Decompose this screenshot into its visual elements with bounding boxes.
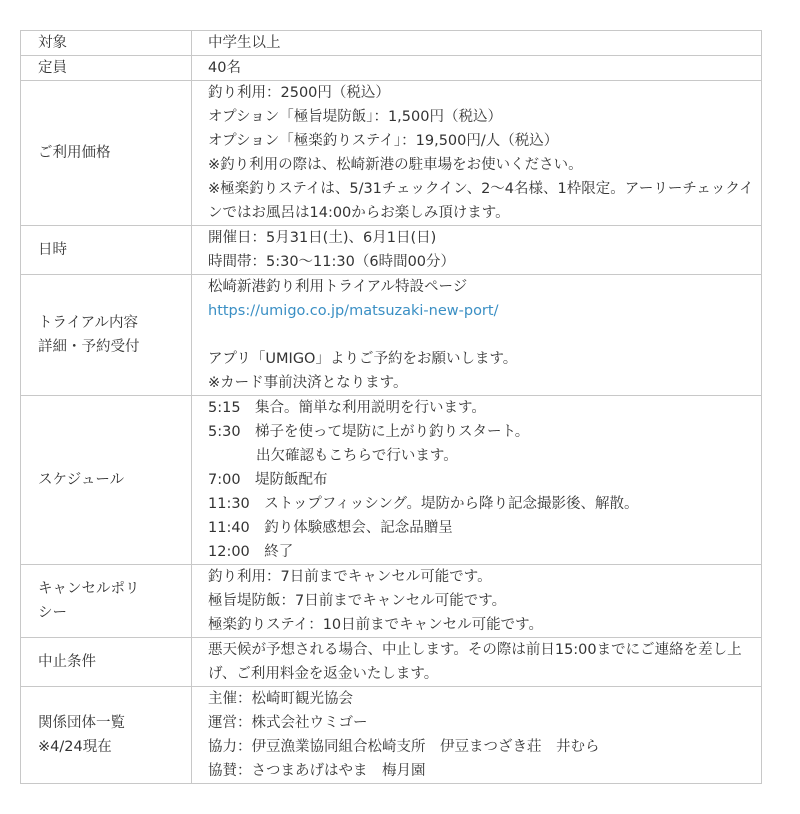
value-line: 5:15 集合。簡単な利用説明を行います。 bbox=[208, 400, 486, 416]
row-label bbox=[21, 396, 192, 565]
label-line: 詳細・予約受付 bbox=[38, 339, 140, 355]
row-value bbox=[192, 687, 762, 784]
row-label bbox=[21, 687, 192, 784]
row-schedule bbox=[21, 396, 762, 565]
row-value bbox=[192, 56, 762, 81]
row-organizations bbox=[21, 687, 762, 784]
value-line: 釣り利用：7日前までキャンセル可能です。 bbox=[208, 569, 492, 585]
row-cancel-policy bbox=[21, 565, 762, 638]
value-line: 時間帯：5:30〜11:30（6時間00分） bbox=[208, 254, 456, 270]
value-line: 松崎新港釣り利用トライアル特設ページ bbox=[208, 279, 468, 295]
value-line: 運営：株式会社ウミゴー bbox=[208, 715, 368, 731]
row-trial-details bbox=[21, 275, 762, 396]
value-line: 40名 bbox=[208, 60, 241, 76]
row-label bbox=[21, 226, 192, 275]
label-line: シー bbox=[38, 605, 67, 621]
value-line: 悪天候が予想される場合、中止します。その際は前日15:00までにご連絡を差し上げ、ご利用料金を返金いたします。 bbox=[208, 642, 742, 682]
row-value bbox=[192, 638, 762, 687]
blank-line bbox=[208, 323, 755, 347]
value-line: 中学生以上 bbox=[208, 35, 281, 51]
row-label bbox=[21, 565, 192, 638]
label-line: ご利用価格 bbox=[38, 145, 111, 161]
value-line: オプション「極旨堤防飯」：1,500円（税込） bbox=[208, 109, 502, 125]
row-price bbox=[21, 81, 762, 226]
label-line: 定員 bbox=[38, 60, 67, 76]
label-line: 日時 bbox=[38, 242, 67, 258]
label-line: ※4/24現在 bbox=[38, 739, 112, 755]
value-line: 5:30 梯子を使って堤防に上がり釣りスタート。 bbox=[208, 424, 530, 440]
value-line: 釣り利用：2500円（税込） bbox=[208, 85, 390, 101]
row-value bbox=[192, 396, 762, 565]
special-page-link[interactable]: https://umigo.co.jp/matsuzaki-new-port/ bbox=[208, 303, 499, 319]
label-line: スケジュール bbox=[38, 472, 125, 488]
row-cancellation-conditions bbox=[21, 638, 762, 687]
value-line: 主催：松崎町観光協会 bbox=[208, 691, 353, 707]
value-line: 出欠確認もこちらで行います。 bbox=[256, 448, 458, 464]
value-line: 極旨堤防飯：7日前までキャンセル可能です。 bbox=[208, 593, 507, 609]
event-info-table bbox=[20, 30, 762, 784]
value-line: 協賛：さつまあげはやま 梅月園 bbox=[208, 763, 426, 779]
value-line: オプション「極楽釣りステイ」：19,500円/人（税込） bbox=[208, 133, 559, 149]
row-label bbox=[21, 638, 192, 687]
row-datetime bbox=[21, 226, 762, 275]
row-value bbox=[192, 565, 762, 638]
row-value bbox=[192, 31, 762, 56]
row-target bbox=[21, 31, 762, 56]
row-label bbox=[21, 81, 192, 226]
label-line: キャンセルポリ bbox=[38, 581, 140, 597]
row-label bbox=[21, 56, 192, 81]
label-line: 関係団体一覧 bbox=[38, 715, 125, 731]
value-line: 12:00 終了 bbox=[208, 544, 294, 560]
value-line: アプリ「UMIGO」よりご予約をお願いします。 bbox=[208, 351, 518, 367]
row-capacity bbox=[21, 56, 762, 81]
row-label bbox=[21, 31, 192, 56]
label-line: 対象 bbox=[38, 35, 67, 51]
label-line: 中止条件 bbox=[38, 654, 96, 670]
value-line: 極楽釣りステイ：10日前までキャンセル可能です。 bbox=[208, 617, 543, 633]
row-value bbox=[192, 81, 762, 226]
value-line: 7:00 堤防飯配布 bbox=[208, 472, 328, 488]
value-line: ※釣り利用の際は、松崎新港の駐車場をお使いください。 bbox=[208, 157, 583, 173]
value-line: 11:40 釣り体験感想会、記念品贈呈 bbox=[208, 520, 453, 536]
label-line: トライアル内容 bbox=[38, 315, 139, 331]
value-line: 開催日：5月31日(土)、6月1日(日) bbox=[208, 230, 437, 246]
value-line: ※極楽釣りステイは、5/31チェックイン、2〜4名様、1枠限定。アーリーチェックインではお風呂は14:00からお楽しみ頂けます。 bbox=[208, 181, 754, 221]
value-line: ※カード事前決済となります。 bbox=[208, 375, 408, 391]
value-line bbox=[208, 299, 755, 323]
value-line: 協力：伊豆漁業協同組合松崎支所 伊豆まつざき荘 井むら bbox=[208, 739, 600, 755]
row-value bbox=[192, 226, 762, 275]
row-value bbox=[192, 275, 762, 396]
row-label bbox=[21, 275, 192, 396]
value-line: 11:30 ストップフィッシング。堤防から降り記念撮影後、解散。 bbox=[208, 496, 639, 512]
